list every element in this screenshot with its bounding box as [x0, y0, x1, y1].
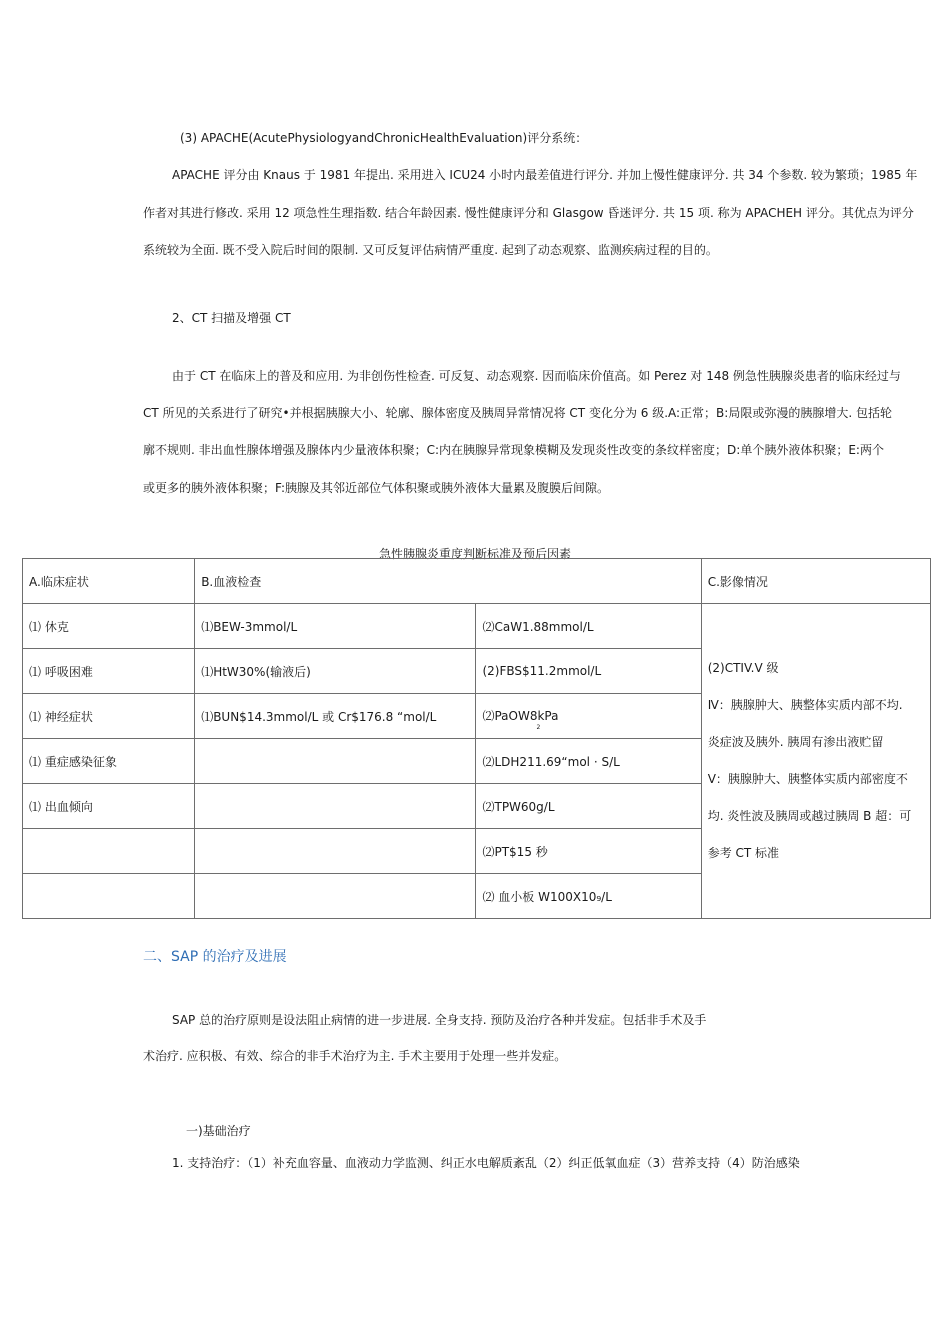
table-cell	[23, 874, 195, 919]
table-cell: ⑴ 出血倾向	[23, 784, 195, 829]
imaging-line: 参考 CT 标准	[707, 846, 780, 860]
table-cell	[195, 829, 476, 874]
ct-heading: 2、CT 扫描及增强 CT	[172, 311, 291, 325]
imaging-line: (2)CTIV.V 级	[707, 661, 779, 675]
ct-line-2: CT 所见的关系进行了研究•并根据胰腺大小、轮廓、腺体密度及胰周异常情况将 CT 变化分为 6 级.A:正常；B:局限或弥漫的胰腺增大. 包括轮	[143, 406, 892, 420]
imaging-line: 炎症波及胰外. 胰周有渗出液贮留	[707, 735, 884, 749]
imaging-line: 均. 炎性波及胰周或越过胰周 B 超：可	[707, 809, 912, 823]
basic-treatment-heading: 一)基础治疗	[186, 1124, 251, 1138]
table-caption: 急性胰腺炎重度判断标准及预后因素	[378, 547, 571, 561]
table-cell: (2)FBS$11.2mmol/L	[476, 649, 701, 694]
table-header-row	[23, 559, 931, 604]
sap-line-1: SAP 总的治疗原则是设法阻止病情的进一步进展. 全身支持. 预防及治疗各种并发症。包括非手术及手	[172, 1013, 707, 1027]
table-cell: ⑴BEW-3mmol/L	[195, 604, 476, 649]
support-treatment-item: 1. 支持治疗：（1）补充血容量、血液动力学监测、纠正水电解质紊乱（2）纠正低氧血症（3）营养支持（4）防治感染	[172, 1156, 800, 1170]
severity-table	[22, 558, 931, 919]
table-cell: ⑴ 呼吸困难	[23, 649, 195, 694]
ct-line-4: 或更多的胰外液体积聚；F:胰腺及其邻近部位气体积聚或胰外液体大量累及腹膜后间隙。	[143, 481, 610, 495]
header-clinical: A.临床症状	[23, 559, 195, 604]
section-title: 二、SAP 的治疗及进展	[143, 949, 287, 965]
apache-line-2: 作者对其进行修改. 采用 12 项急性生理指数. 结合年龄因素. 慢性健康评分和 Glasgow 昏迷评分. 共 15 项. 称为 APACHEH 评分。其优点为评分	[143, 206, 914, 220]
pao-subscript: 2	[536, 724, 541, 732]
table-cell: ⑵LDH211.69“mol · S/L	[476, 739, 701, 784]
table-cell: ⑴BUN$14.3mmol/L 或 Cr$176.8 “mol/L	[195, 694, 476, 739]
table-cell: ⑴ 休克	[23, 604, 195, 649]
pao-text: ⑵PaOW8kPa	[482, 708, 559, 723]
imaging-line: Ⅳ：胰腺肿大、胰整体实质内部不均.	[707, 698, 903, 712]
table-cell: ⑵ 血小板 W100X10₉/L	[476, 874, 701, 919]
ct-line-1: 由于 CT 在临床上的普及和应用. 为非创伤性检查. 可反复、动态观察. 因而临床价值高。如 Perez 对 148 例急性胰腺炎患者的临床经过与	[172, 369, 901, 383]
table-cell	[476, 694, 701, 739]
table-cell: ⑵TPW60g/L	[476, 784, 701, 829]
header-imaging: C.影像情况	[701, 559, 930, 604]
apache-heading: (3) APACHE(AcutePhysiologyandChronicHealthEvaluation)评分系统：	[180, 131, 588, 145]
table-cell: ⑴ 重症感染征象	[23, 739, 195, 784]
table-cell: ⑵PT$15 秒	[476, 829, 701, 874]
table-cell	[23, 829, 195, 874]
imaging-cell	[701, 604, 930, 919]
sap-line-2: 术治疗. 应积极、有效、综合的非手术治疗为主. 手术主要用于处理一些并发症。	[143, 1049, 567, 1063]
table-cell: ⑴ 神经症状	[23, 694, 195, 739]
table-row	[23, 604, 931, 649]
table-cell	[195, 784, 476, 829]
table-cell: ⑴HtW30%(输液后)	[195, 649, 476, 694]
apache-line-3: 系统较为全面. 既不受入院后时间的限制. 又可反复评估病情严重度. 起到了动态观察、监测疾病过程的目的。	[143, 243, 718, 257]
ct-line-3: 廓不规则. 非出血性腺体增强及腺体内少量液体积聚；C:内在胰腺异常现象模糊及发现炎性改变的条纹样密度；D:单个胰外液体积聚；E:两个	[143, 443, 884, 457]
table-cell: ⑵CaW1.88mmol/L	[476, 604, 701, 649]
table-cell	[195, 874, 476, 919]
imaging-line: Ⅴ：胰腺肿大、胰整体实质内部密度不	[707, 772, 908, 786]
table-cell	[195, 739, 476, 784]
apache-line-1: APACHE 评分由 Knaus 于 1981 年提出. 采用进入 ICU24 小时内最差值进行评分. 并加上慢性健康评分. 共 34 个参数. 较为繁琐；1985 年	[172, 168, 918, 182]
header-blood: B.血液检查	[195, 559, 702, 604]
